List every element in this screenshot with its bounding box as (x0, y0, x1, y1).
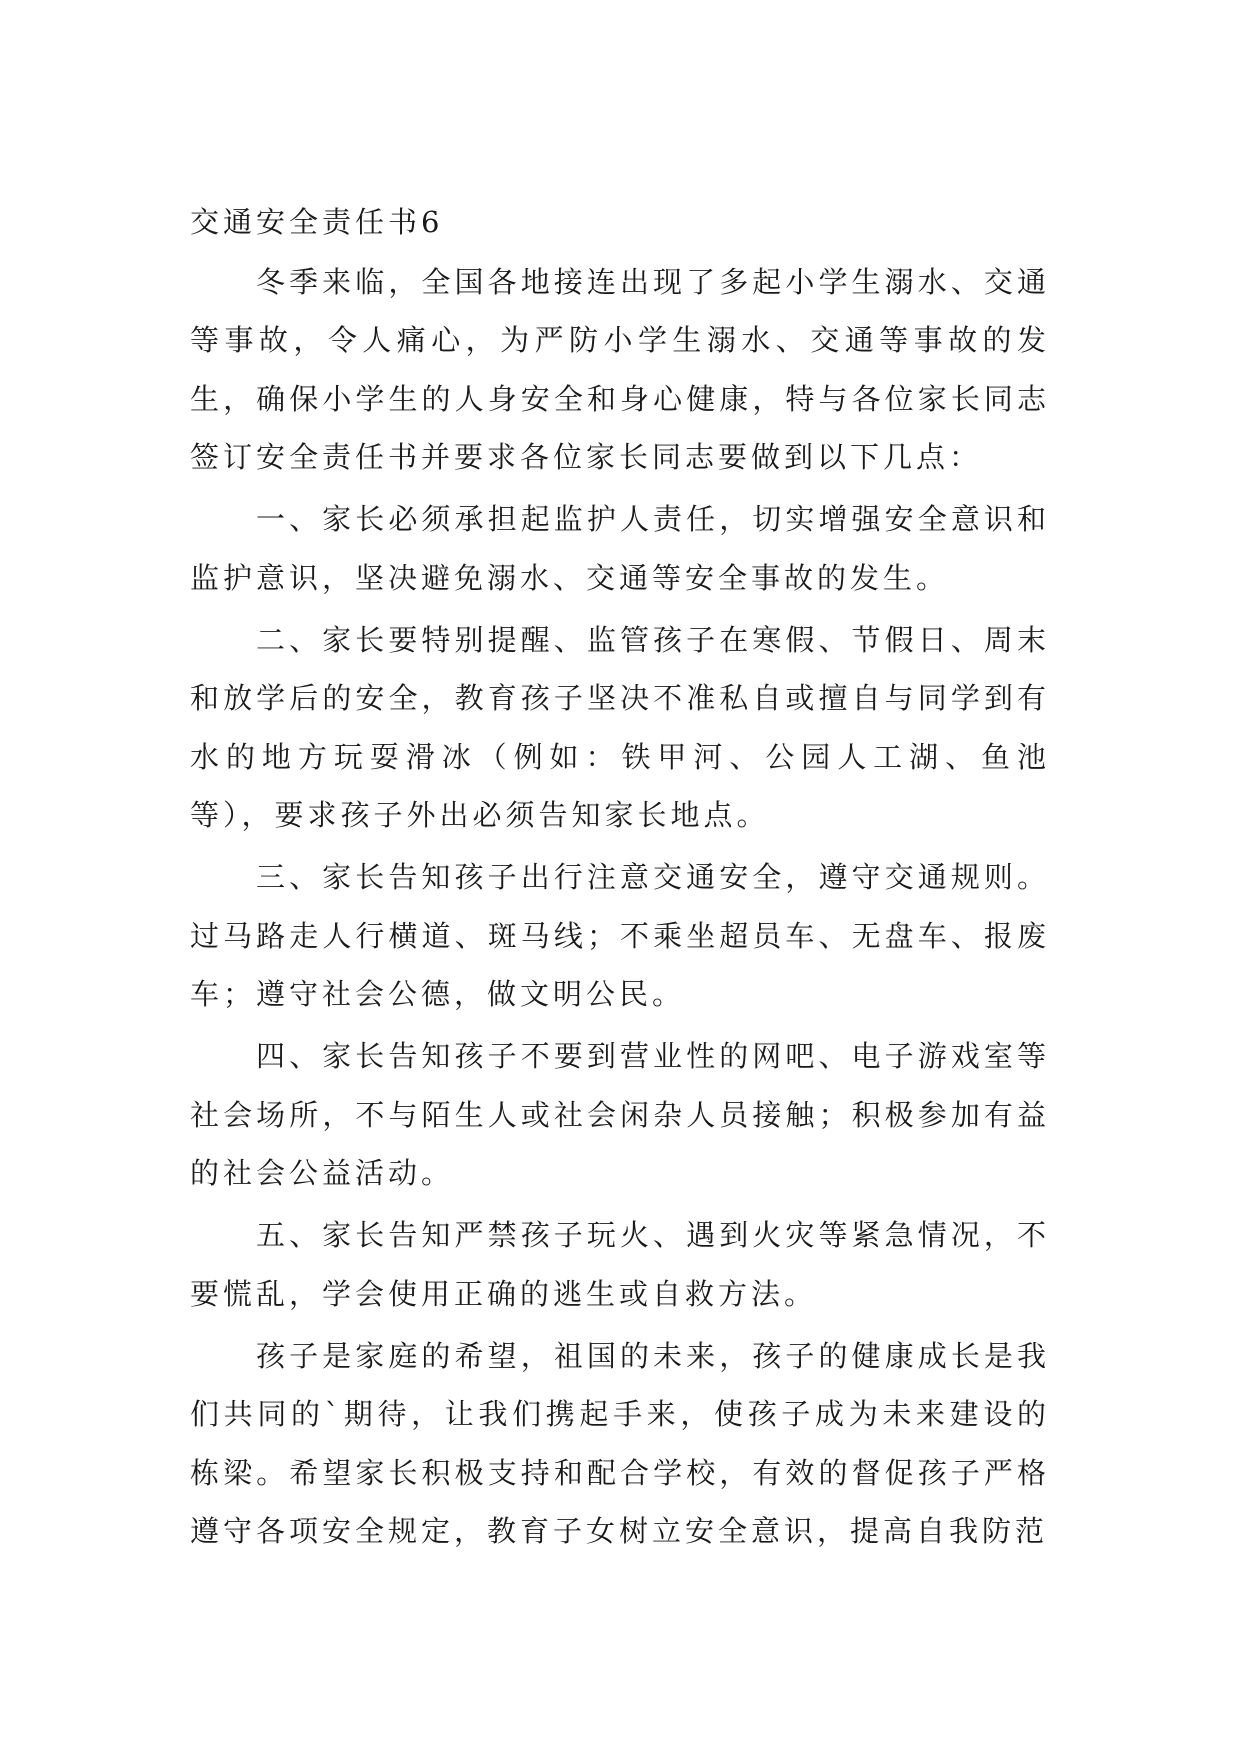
document-body (190, 195, 1050, 1561)
paragraph-item-2: 二、家长要特别提醒、监管孩子在寒假、节假日、周末和放学后的安全，教育孩子坚决不准私自或擅自与同学到有水的地方玩耍滑冰（例如：铁甲河、公园人工湖、鱼池等），要求孩子外出必须告知家长地点。 (190, 622, 1050, 832)
paragraph-item-1: 一、家长必须承担起监护人责任，切实增强安全意识和监护意识，坚决避免溺水、交通等安全事故的发生。 (190, 502, 1050, 595)
paragraph-intro: 冬季来临，全国各地接连出现了多起小学生溺水、交通等事故，令人痛心，为严防小学生溺水、交通等事故的发生，确保小学生的人身安全和身心健康，特与各位家长同志签订安全责任书并要求各位家长同志要做到以下几点： (190, 264, 1050, 474)
paragraph-item-5: 五、家长告知严禁孩子玩火、遇到火灾等紧急情况，不要慌乱，学会使用正确的逃生或自救方法。 (190, 1218, 1050, 1311)
paragraph-closing: 孩子是家庭的希望，祖国的未来，孩子的健康成长是我们共同的`期待，让我们携起手来，使孩子成为未来建设的栋梁。希望家长积极支持和配合学校，有效的督促孩子严格遵守各项安全规定，教育子女树立安全意识，提高自我防范 (190, 1338, 1050, 1548)
paragraph-item-3: 三、家长告知孩子出行注意交通安全，遵守交通规则。过马路走人行横道、斑马线；不乘坐超员车、无盘车、报废车；遵守社会公德，做文明公民。 (190, 860, 1050, 1011)
document-title: 交通安全责任书6 (190, 205, 444, 239)
paragraph-item-4: 四、家长告知孩子不要到营业性的网吧、电子游戏室等社会场所，不与陌生人或社会闲杂人员接触；积极参加有益的社会公益活动。 (190, 1039, 1050, 1190)
